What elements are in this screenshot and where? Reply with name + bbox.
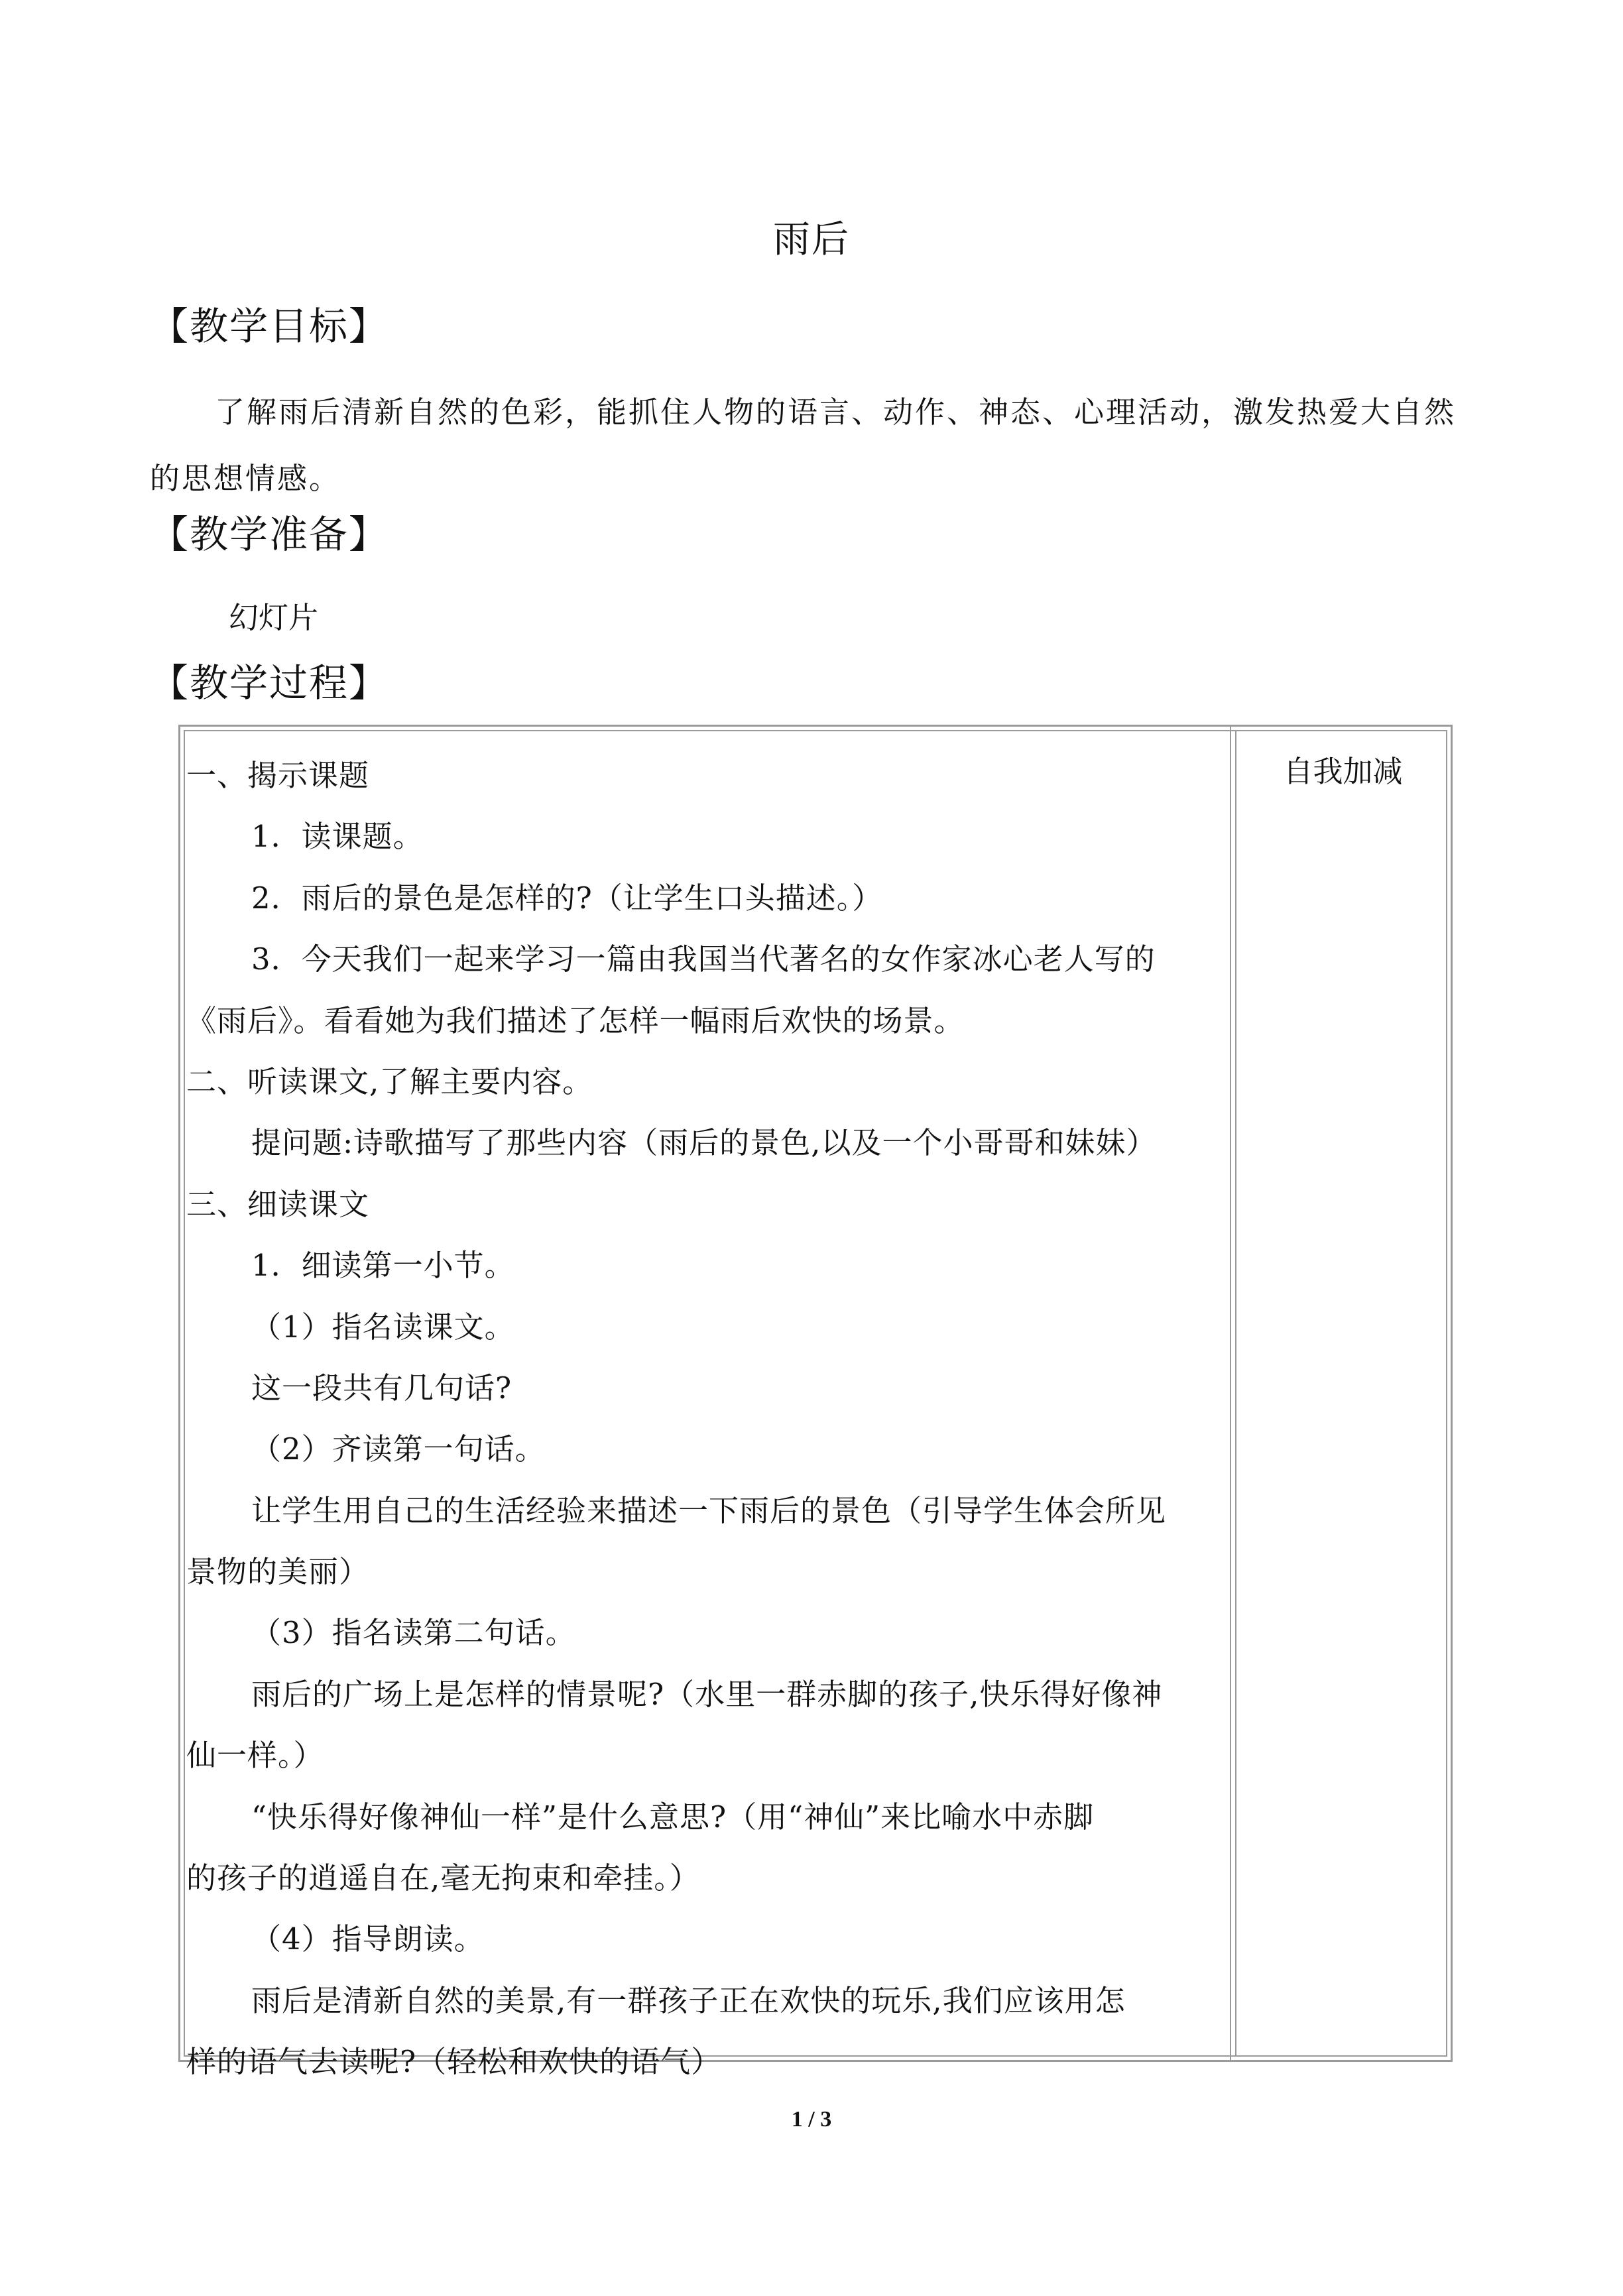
prep-text: 幻灯片 <box>229 600 319 635</box>
table-line: 1．读课题。 <box>251 819 424 855</box>
process-content <box>186 745 1226 2093</box>
table-line: 1．细读第一小节。 <box>251 1248 515 1284</box>
table-line: 2．雨后的景色是怎样的?（让学生口头描述。） <box>251 880 883 916</box>
table-line: 一、揭示课题 <box>186 758 370 793</box>
table-line: 《雨后》。看看她为我们描述了怎样一幅雨后欢快的场景。 <box>186 1002 965 1038</box>
table-line: 样的语气去读呢?（轻松和欢快的语气） <box>186 2044 722 2080</box>
table-line: 景物的美丽） <box>186 1554 370 1590</box>
table-line: （1）指名读课文。 <box>251 1309 515 1345</box>
table-column-divider-inner <box>1235 730 1236 2057</box>
table-line: 雨后的广场上是怎样的情景呢?（水里一群赤脚的孩子,快乐得好像神 <box>251 1676 1163 1712</box>
table-line: 3．今天我们一起来学习一篇由我国当代著名的女作家冰心老人写的 <box>251 941 1156 977</box>
table-line: 提问题:诗歌描写了那些内容（雨后的景色,以及一个小哥哥和妹妹） <box>251 1125 1157 1161</box>
page-title: 雨后 <box>773 218 850 261</box>
table-line: “快乐得好像神仙一样”是什么意思?（用“神仙”来比喻水中赤脚 <box>251 1799 1095 1835</box>
table-line: 雨后是清新自然的美景,有一群孩子正在欢快的玩乐,我们应该用怎 <box>251 1982 1126 2018</box>
table-line: （3）指名读第二句话。 <box>251 1615 576 1651</box>
section-heading-prep: 【教学准备】 <box>150 512 389 557</box>
goals-paragraph: 了解雨后清新自然的色彩，能抓住人物的语言、动作、神态、心理活动，激发热爱大自然的思想情感。 <box>150 394 1457 496</box>
section-heading-goals: 【教学目标】 <box>150 304 389 349</box>
table-line: 二、听读课文,了解主要内容。 <box>186 1063 593 1099</box>
table-line: 三、细读课文 <box>186 1186 370 1222</box>
table-line: （4）指导朗读。 <box>251 1921 485 1957</box>
table-line: 这一段共有几句话? <box>251 1370 512 1406</box>
table-line: 让学生用自己的生活经验来描述一下雨后的景色（引导学生体会所见 <box>251 1492 1167 1528</box>
table-line: 的孩子的逍遥自在,毫无拘束和牵挂。） <box>186 1860 700 1896</box>
table-line: 仙一样。） <box>186 1738 324 1774</box>
table-line: （2）齐读第一句话。 <box>251 1431 546 1467</box>
page-number: 1 / 3 <box>791 2107 832 2132</box>
side-note-label: 自我加减 <box>1283 754 1403 789</box>
table-column-divider <box>1230 725 1231 2062</box>
section-heading-process: 【教学过程】 <box>150 660 389 705</box>
